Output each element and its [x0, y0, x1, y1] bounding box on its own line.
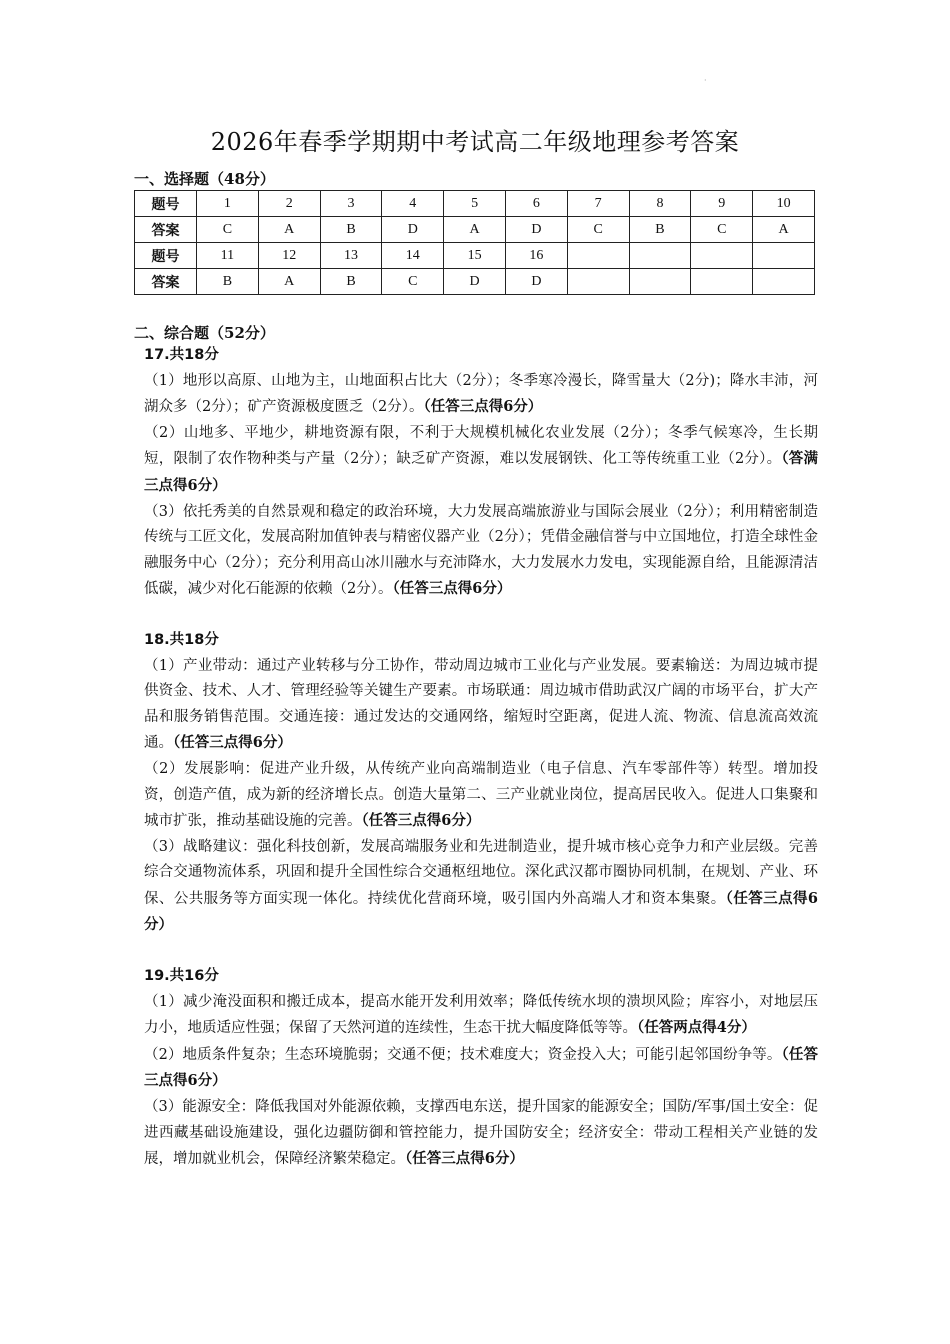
scan-dot: · — [704, 76, 707, 85]
question-number: 14 — [382, 243, 444, 269]
empty-cell — [629, 269, 691, 295]
q18-answer-1: （1）产业带动：通过产业转移与分工协作，带动周边城市工业化与产业发展。要素输送：为周边城市提供资金、技术、人才、管理经验等关键生产要素。市场联通：周边城市借助武汉广阔的市场平台，扩大产品和服务销售范围。交通连接：通过发达的交通网络，缩短时空距离，促进人流、物流、信息流高效流通。（任答三点得6分） — [144, 657, 818, 752]
empty-cell — [567, 269, 629, 295]
row-label-answer: 答案 — [135, 269, 197, 295]
answer-cell: C — [197, 217, 259, 243]
answer-cell: D — [505, 217, 567, 243]
page-title: 2026年春季学期期中考试高二年级地理参考答案 — [210, 128, 740, 156]
answer-cell: B — [197, 269, 259, 295]
q19-answer-3: （3）能源安全：降低我国对外能源依赖，支撑西电东送，提升国家的能源安全；国防/军事/国土安全：促进西藏基础设施建设，强化边疆防御和管控能力，提升国防安全；经济安全：带动工程相关产业链的发展，增加就业机会，保障经济繁荣稳定。（任答三点得6分） — [144, 1099, 818, 1168]
question-number: 15 — [444, 243, 506, 269]
question-number: 1 — [197, 191, 259, 217]
question-number: 7 — [567, 191, 629, 217]
row-label-answer: 答案 — [135, 217, 197, 243]
answer-cell: B — [320, 269, 382, 295]
answer-cell: B — [629, 217, 691, 243]
answer-cell: C — [567, 217, 629, 243]
empty-cell — [691, 243, 753, 269]
question-number: 9 — [691, 191, 753, 217]
q17-answer-3: （3）依托秀美的自然景观和稳定的政治环境，大力发展高端旅游业与国际会展业（2分）；利用精密制造传统与工匠文化，发展高附加值钟表与精密仪器产业（2分）；凭借金融信誉与中立国地位，打造全球性金融服务中心（2分）；充分利用高山冰川融水与充沛降水，大力发展水力发电，实现能源自给，且能源清洁低碳，减少对化石能源的依赖（2分）。（任答三点得6分） — [144, 503, 818, 598]
q17-heading: 17.共18分 — [144, 347, 219, 363]
answer-cell: C — [691, 217, 753, 243]
q17-answer-1: （1）地形以高原、山地为主，山地面积占比大（2分）；冬季寒冷漫长，降雪量大（2分)；降水丰沛，河湖众多（2分）；矿产资源极度匮乏（2分）。（任答三点得6分） — [144, 372, 818, 416]
q18-heading: 18.共18分 — [144, 631, 219, 648]
answer-cell: A — [258, 217, 320, 243]
q19-answer-2: （2）地质条件复杂；生态环境脆弱；交通不便；技术难度大；资金投入大；可能引起邻国纷争等。（任答三点得6分） — [144, 1045, 818, 1090]
table-row-numbers-2 — [135, 243, 815, 269]
q18-answer-2: （2）发展影响：促进产业升级，从传统产业向高端制造业（电子信息、汽车零部件等）转型。增加投资，创造产值，成为新的经济增长点。创造大量第二、三产业就业岗位，提高居民收入。促进人口集聚和城市扩张，推动基础设施的完善。（任答三点得6分） — [144, 760, 818, 830]
answer-table — [134, 190, 815, 295]
question-number: 2 — [258, 191, 320, 217]
empty-cell — [753, 243, 815, 269]
question-number: 12 — [258, 243, 320, 269]
answer-cell: A — [753, 217, 815, 243]
q18-answer-3: （3）战略建议：强化科技创新，发展高端服务业和先进制造业，提升城市核心竞争力和产业层级。完善综合交通物流体系，巩固和提升全国性综合交通枢纽地位。深化武汉都市圈协同机制，在规划、产业、环保、公共服务等方面实现一体化。持续优化营商环境，吸引国内外高端人才和资本集聚。（任答三点得6分） — [144, 838, 818, 934]
section2-body — [144, 343, 818, 1173]
answer-cell: A — [444, 217, 506, 243]
answer-cell: C — [382, 269, 444, 295]
question-number: 5 — [444, 191, 506, 217]
question-number: 6 — [505, 191, 567, 217]
q19-answer-1: （1）减少淹没面积和搬迁成本，提高水能开发利用效率；降低传统水坝的溃坝风险；库容小，对地层压力小，地质适应性强；保留了天然河道的连续性，生态干扰大幅度降低等等。（任答两点得4分） — [144, 993, 818, 1037]
empty-cell — [567, 243, 629, 269]
row-label-number: 题号 — [135, 243, 197, 269]
question-number: 3 — [320, 191, 382, 217]
question-number: 4 — [382, 191, 444, 217]
q17-answer-2: （2）山地多、平地少，耕地资源有限，不利于大规模机械化农业发展（2分）；冬季气候寒冷，生长期短，限制了农作物种类与产量（2分）；缺乏矿产资源，难以发展钢铁、化工等传统重工业（2分）。（答满三点得6分） — [144, 424, 819, 494]
answer-cell: D — [505, 269, 567, 295]
table-row-answers-2 — [135, 269, 815, 295]
answer-cell: A — [258, 269, 320, 295]
empty-cell — [691, 269, 753, 295]
empty-cell — [753, 269, 815, 295]
question-number: 16 — [505, 243, 567, 269]
section2-heading: 二、综合题（52分） — [134, 324, 275, 342]
section1-heading: 一、选择题（48分） — [134, 170, 275, 188]
question-number: 11 — [197, 243, 259, 269]
answer-cell: D — [444, 269, 506, 295]
row-label-number: 题号 — [135, 191, 197, 217]
question-number: 13 — [320, 243, 382, 269]
answer-cell: D — [382, 217, 444, 243]
answer-cell: B — [320, 217, 382, 243]
question-number: 8 — [629, 191, 691, 217]
table-row-answers-1 — [135, 217, 815, 243]
question-number: 10 — [753, 191, 815, 217]
empty-cell — [629, 243, 691, 269]
table-row-numbers-1 — [135, 191, 815, 217]
q19-heading: 19.共16分 — [144, 968, 219, 985]
